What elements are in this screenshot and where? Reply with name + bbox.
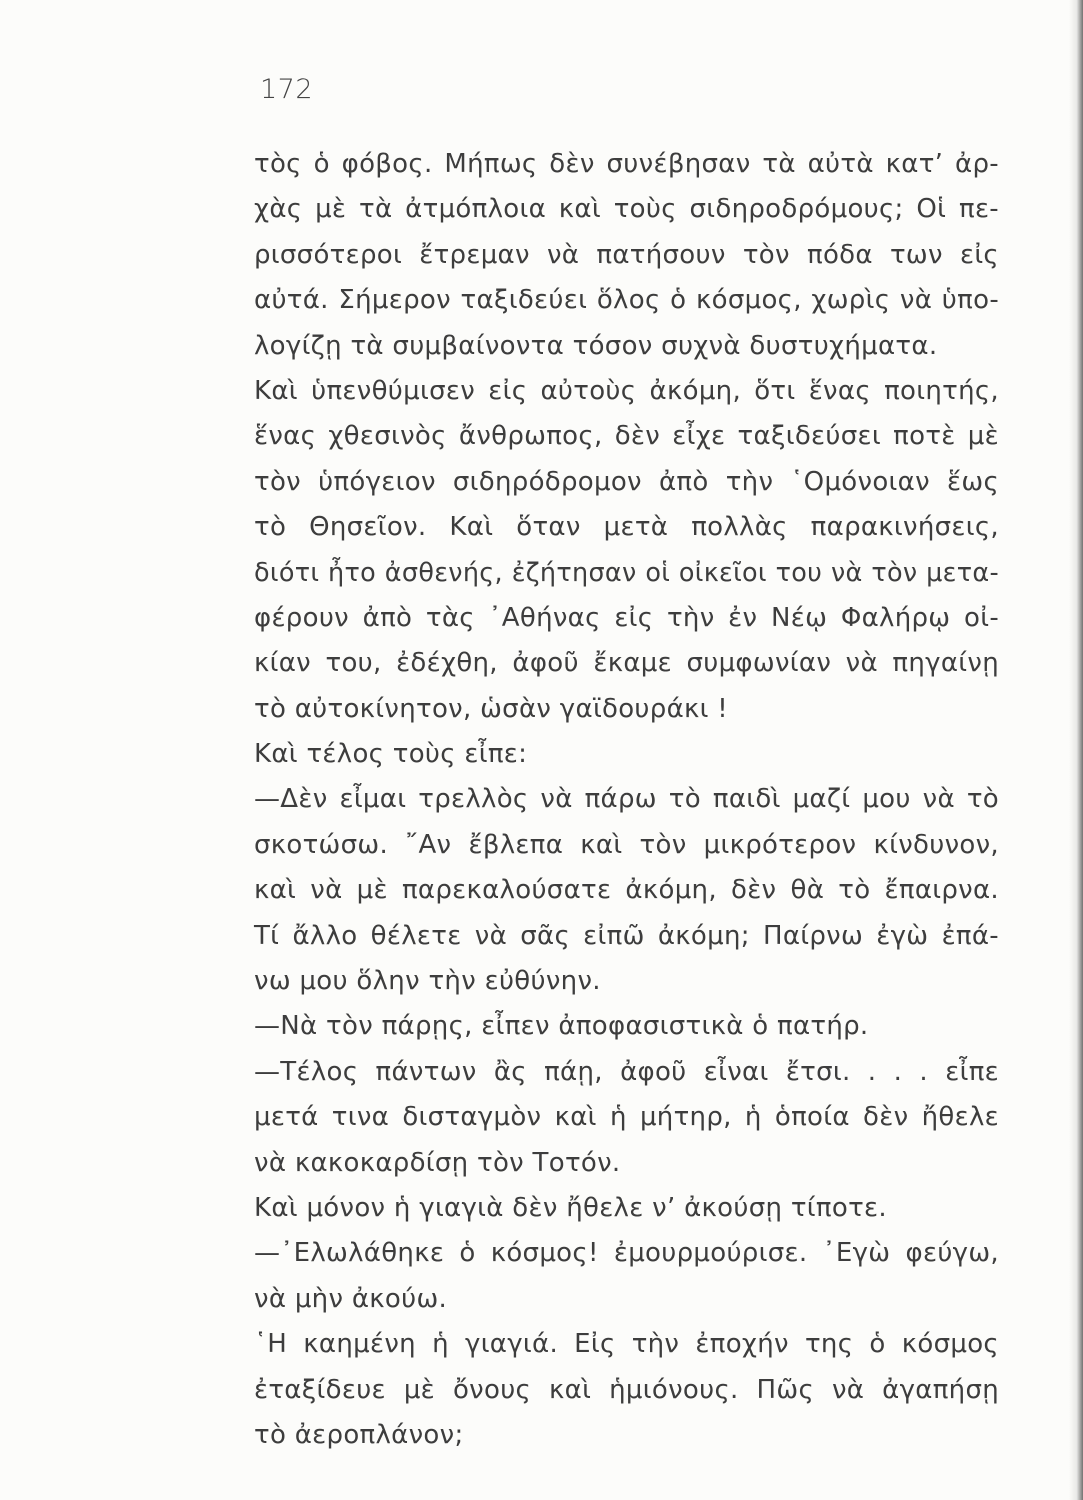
text-line: νὰ κακοκαρδίσῃ τὸν Τοτόν. xyxy=(254,1147,621,1178)
text-line: ἐταξίδευε μὲ ὄνους καὶ ἡμιόνους. Πῶς νὰ ἀγαπήσῃ xyxy=(254,1374,999,1405)
text-line: Καὶ μόνον ἡ γιαγιὰ δὲν ἤθελε ν’ ἀκούσῃ τίποτε. xyxy=(254,1192,887,1223)
text-line: νω μου ὅλην τὴν εὐθύνην. xyxy=(254,966,601,997)
text-line: κίαν του, ἐδέχθη, ἀφοῦ ἔκαμε συμφωνίαν νὰ πηγαίνῃ xyxy=(254,648,999,679)
text-line: —Δὲν εἶμαι τρελλὸς νὰ πάρω τὸ παιδὶ μαζί μου νὰ τὸ xyxy=(254,784,999,815)
text-line: ἕνας χθεσινὸς ἄνθρωπος, δὲν εἶχε ταξιδεύσει ποτὲ μὲ xyxy=(254,421,999,452)
text-line: αὐτά. Σήμερον ταξιδεύει ὅλος ὁ κόσμος, χωρὶς νὰ ὑπο- xyxy=(254,285,999,316)
text-line: τὸ αὐτοκίνητον, ὡσὰν γαϊδουράκι ! xyxy=(254,693,729,724)
text-line: καὶ νὰ μὲ παρεκαλούσατε ἀκόμη, δὲν θὰ τὸ ἔπαιρνα. xyxy=(254,875,999,906)
text-line: νὰ μὴν ἀκούω. xyxy=(254,1283,448,1314)
text-line: διότι ἦτο ἀσθενής, ἐζήτησαν οἱ οἰκεῖοι του νὰ τὸν μετα- xyxy=(254,557,999,588)
text-line: τὸν ὑπόγειον σιδηρόδρομον ἀπὸ τὴν ῾Ομόνοιαν ἕως xyxy=(254,466,999,497)
text-line: μετά τινα δισταγμὸν καὶ ἡ μήτηρ, ἡ ὁποία δὲν ἤθελε xyxy=(254,1102,999,1133)
text-line: σκοτώσω. ῎Αν ἔβλεπα καὶ τὸν μικρότερον κίνδυνον, xyxy=(254,829,999,860)
text-line: Καὶ τέλος τοὺς εἶπε: xyxy=(254,739,528,770)
text-line: φέρουν ἀπὸ τὰς ᾿Αθήνας εἰς τὴν ἐν Νέῳ Φαλήρῳ οἰ- xyxy=(254,602,999,633)
page-number: 172 xyxy=(260,74,314,105)
body-text xyxy=(254,142,999,1458)
text-line: Τί ἄλλο θέλετε νὰ σᾶς εἰπῶ ἀκόμη; Παίρνω ἐγὼ ἐπά- xyxy=(254,920,999,951)
text-line: ῾Η καημένη ἡ γιαγιά. Εἰς τὴν ἐποχήν της ὁ κόσμος xyxy=(254,1329,999,1360)
text-line: τὸς ὁ φόβος. Μήπως δὲν συνέβησαν τὰ αὐτὰ κατ’ ἀρ- xyxy=(254,149,999,179)
text-line: ρισσότεροι ἔτρεμαν νὰ πατήσουν τὸν πόδα των εἰς xyxy=(254,239,999,270)
text-line: Καὶ ὑπενθύμισεν εἰς αὐτοὺς ἀκόμη, ὅτι ἕνας ποιητής, xyxy=(254,375,999,406)
text-line: τὸ ἀεροπλάνον; xyxy=(254,1419,464,1450)
text-line: λογίζῃ τὰ συμβαίνοντα τόσον συχνὰ δυστυχήματα. xyxy=(254,330,938,361)
page-edge-shadow xyxy=(1069,0,1083,1500)
text-line: τὸ Θησεῖον. Καὶ ὅταν μετὰ πολλὰς παρακινήσεις, xyxy=(254,512,999,543)
text-line: —Τέλος πάντων ἂς πάῃ, ἀφοῦ εἶναι ἔτσι. . . . εἶπε xyxy=(254,1056,999,1087)
text-line: χὰς μὲ τὰ ἀτμόπλοια καὶ τοὺς σιδηροδρόμους; Οἱ πε- xyxy=(254,194,999,225)
text-line: —᾿Ελωλάθηκε ὁ κόσμος! ἐμουρμούρισε. ᾿Εγὼ φεύγω, xyxy=(254,1238,999,1269)
text-line: —Νὰ τὸν πάρῃς, εἶπεν ἀποφασιστικὰ ὁ πατήρ. xyxy=(254,1011,869,1042)
